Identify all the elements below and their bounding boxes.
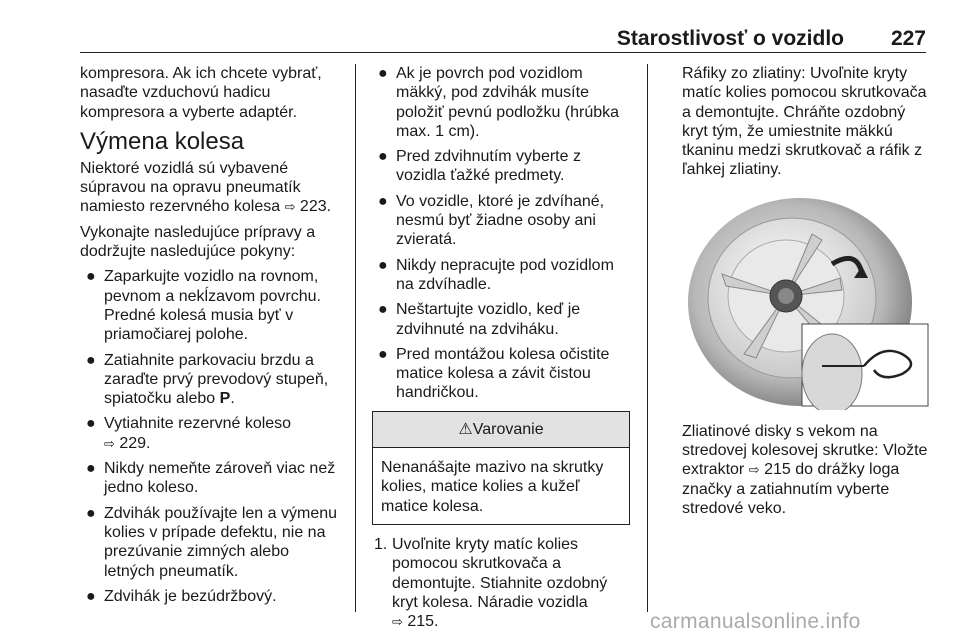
paragraph: Vykonajte nasledujúce prípravy a dodržujte nasledujúce pokyny: [80, 223, 316, 261]
bullet-icon: ● [86, 351, 96, 369]
page-ref-link[interactable]: 215. [407, 613, 439, 631]
list-item: ● Zatiahnite parkovaciu brzdu a zaraďte prvý prevodový stupeň, spiatočku alebo P. [86, 351, 329, 408]
warning-triangle-icon: ⚠ [458, 420, 473, 438]
list-item: ● Vo vozidle, ktoré je zdvíhané, nesmú byť žiadne osoby ani zvieratá. [378, 192, 605, 249]
warning-box [372, 411, 630, 525]
column-divider [355, 64, 356, 612]
bullet-icon: ● [86, 587, 96, 605]
list-item: ● Pred zdvihnutím vyberte z vozidla ťažké predmety. [378, 148, 581, 185]
bullet-icon: ● [86, 268, 96, 286]
page-ref-link[interactable]: 229. [119, 434, 151, 452]
column-2 [372, 64, 634, 631]
bullet-icon: ● [86, 460, 96, 478]
section-title: Starostlivosť o vozidlo [616, 27, 844, 50]
bullet-icon: ● [378, 345, 388, 363]
page-header [80, 28, 926, 53]
column-1 [80, 64, 342, 612]
paragraph: Niektoré vozidlá sú vybavené súpravou na opravu pneumatík namiesto rezervného kolesa ⇨ 223. [80, 159, 332, 216]
bullet-icon: ● [378, 192, 388, 210]
step-item: 1. Uvoľnite kryty matíc kolies pomocou skrutkovača a demontujte. Stiahnite ozdobný kryt kolesa. Náradie vozidla ⇨ 215. [374, 535, 608, 631]
list-item: ● Ak je povrch pod vozidlom mäkký, pod zdvihák musíte položiť pevnú podložku (hrúbka max. 1 cm). [378, 65, 620, 140]
bullet-icon: ● [86, 504, 96, 522]
ref-arrow-icon: ⇨ [392, 614, 403, 630]
wheel-cover-icon [682, 194, 932, 410]
gear-label: P [219, 390, 231, 408]
list-item: ● Nikdy nepracujte pod vozidlom na zdvíhadle. [378, 256, 614, 293]
page-number: 227 [890, 27, 926, 50]
list-item: ● Zaparkujte vozidlo na rovnom, pevnom a nekĺzavom povrchu. Predné kolesá musia byť v priamočiarej polohe. [86, 268, 321, 344]
list-item: ● Neštartujte vozidlo, keď je zdvihnuté na zdviháku. [378, 301, 581, 338]
warning-title: Varovanie [472, 420, 544, 438]
bullet-list [372, 64, 634, 403]
section-heading: Výmena kolesa [80, 127, 245, 155]
bullet-icon: ● [378, 256, 388, 274]
page-ref-link[interactable]: 215 [764, 461, 791, 479]
warning-header [373, 412, 629, 448]
bullet-icon: ● [378, 301, 388, 319]
watermark: carmanualsonline.info [650, 610, 861, 633]
wheel-illustration [682, 194, 932, 410]
paragraph: Zliatinové disky s vekom na stredovej kolesovej skrutke: Vložte extraktor ⇨ 215 do drážky loga značky a zatiahnutím vyberte stredové veko. [682, 422, 928, 517]
bullet-icon: ● [86, 415, 96, 433]
step-number: 1. [374, 535, 388, 553]
intro-paragraph: kompresora. Ak ich chcete vybrať, nasaďte vzduchovú hadicu kompresora a vyberte adaptér. [80, 65, 322, 121]
list-item: ● Nikdy nemeňte zároveň viac než jedno koleso. [86, 460, 336, 497]
list-item: ● Zdvihák je bezúdržbový. [86, 587, 277, 605]
list-item: ● Zdvihák používajte len a výmenu kolies v prípade defektu, nie na prezúvanie zimných alebo letných pneumatík. [86, 504, 338, 580]
page-ref-link[interactable]: 223. [299, 198, 332, 216]
list-item: ● Pred montážou kolesa očistite matice kolesa a závit čistou handričkou. [378, 345, 610, 402]
ref-arrow-icon: ⇨ [104, 435, 115, 451]
ref-arrow-icon: ⇨ [748, 462, 760, 478]
ref-arrow-icon: ⇨ [284, 199, 296, 215]
paragraph: Ráfiky zo zliatiny: Uvoľnite kryty matíc kolies pomocou skrutkovača a demontujte. Chráňte ozdobný kryt tým, že umiestnite mäkkú tkaninu medzi skrutkovač a ráfik z ľahkej zliatiny. [682, 65, 927, 179]
column-3 [682, 64, 932, 524]
warning-body: Nenanášajte mazivo na skrutky kolies, matice kolies a kužeľ matice kolesa. [381, 459, 604, 515]
bullet-icon: ● [378, 148, 388, 166]
bullet-list [80, 267, 342, 606]
bullet-icon: ● [378, 65, 388, 82]
list-item: ● Vytiahnite rezervné koleso ⇨ 229. [86, 415, 292, 452]
column-divider [647, 64, 648, 612]
